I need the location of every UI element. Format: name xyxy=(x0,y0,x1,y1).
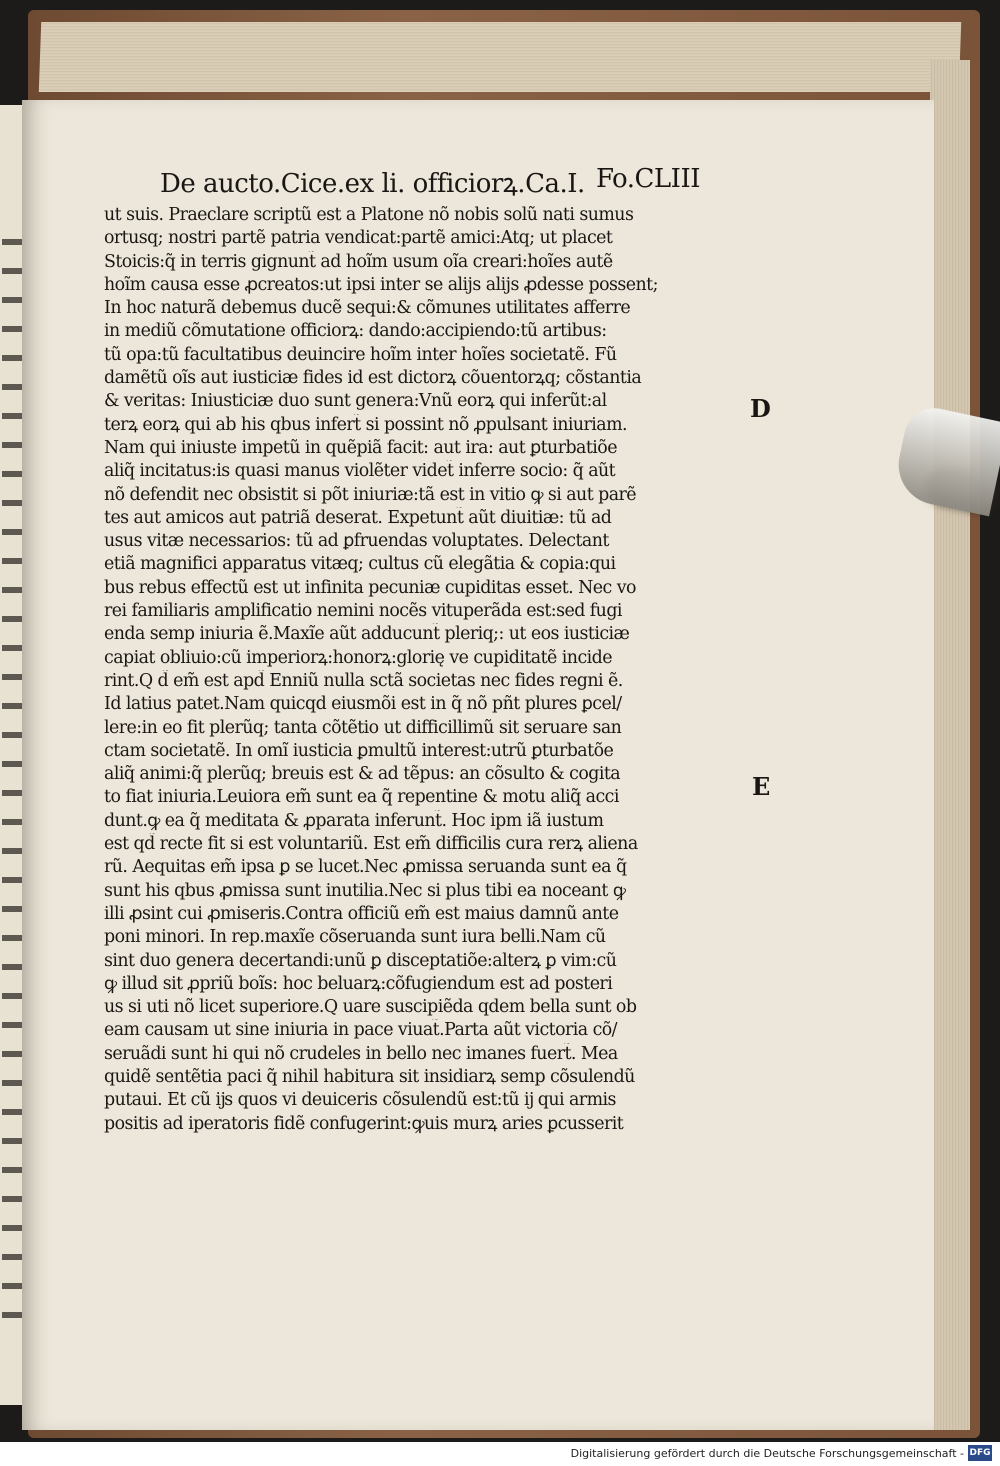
funding-credit: Digitalisierung gefördert durch die Deutsche Forschungsgemeinschaft - xyxy=(570,1447,964,1460)
text-line: tũ opa:tũ facultatibus deuincire hoĩm inter hoĩes societatẽ. Fũ xyxy=(104,344,617,365)
text-line: usus vitæ necessarios: tũ ad ꝑfruendas voluptates. Delectant xyxy=(104,531,609,552)
text-line: aliq̃ animi:q̃ plerũq; breuis est & ad tẽpus: an cõsulto & cogita xyxy=(104,764,621,785)
margin-letter-e: E xyxy=(752,772,771,801)
text-line: lere:in eo fit plerũq; tanta cõtẽtio ut difficillimũ sit seruare san xyxy=(104,717,622,738)
text-line: capiat obliuio:cũ imperiorꝝ:honorꝝ:glorię ve cupiditatẽ incide xyxy=(104,647,612,668)
text-line: enda semp iniuria ẽ.Maxĩe aũt adducunt̃ pleriq;: ut eos iusticiæ xyxy=(104,624,630,645)
margin-letter-d: D xyxy=(750,394,771,423)
text-line: & veritas: Iniusticiæ duo sunt genera:Vnũ eorꝝ qui inferũt:al xyxy=(104,391,607,412)
text-line: sint duo genera decertandi:unũ ꝑ disceptatiõe:alterꝝ ꝑ vim:cũ xyxy=(104,950,617,971)
text-line: terꝝ eorꝝ qui ab his qbus infert̃ si possint nõ ꝓpulsant iniuriam. xyxy=(104,414,628,435)
page-header xyxy=(160,164,700,200)
text-line: rũ. Aequitas em̃ ipsa ꝑ se lucet.Nec ꝓmissa seruanda sunt ea q̃ xyxy=(104,857,627,878)
text-line: hoĩm causa esse ꝓcreatos:ut ipsi inter se alijs alijs ꝓdesse possent; xyxy=(104,274,658,295)
text-line: ut suis. Praeclare scriptũ est a Platone nõ nobis solũ nati sumus xyxy=(104,205,634,225)
text-line: illi ꝓsint cui ꝓmiseris.Contra officiũ em̃ est maius damnũ ante xyxy=(104,903,619,924)
text-line: to fiat iniuria.Leuiora em̃ sunt ea q̃ repentine & motu aliq̃ acci xyxy=(104,787,619,808)
text-line: rei familiaris amplificatio nemini nocẽs vituperãda est:sed fugi xyxy=(104,601,622,622)
page-edges-right xyxy=(930,60,970,1430)
text-line: putaui. Et cũ ĳs quos vi deuiceris cõsulendũ est:tũ ĳ qui armis xyxy=(104,1090,616,1111)
text-line: aliq̃ incitatus:is quasi manus violẽter videt̃ inferre socio: q̃ aũt xyxy=(104,461,616,482)
text-line: etiã magnifici apparatus vitæq; cultus cũ elegãtia & copia:qui xyxy=(104,554,616,575)
page-edges-top xyxy=(39,22,961,92)
text-line: tes aut amicos aut patriã deserat. Expetunt̃ aũt diuitiæ: tũ ad xyxy=(104,507,612,528)
text-line: in mediũ cõmutatione officiorꝝ: dando:accipiendo:tũ artibus: xyxy=(104,321,607,342)
text-line: positis ad iperatoris fidẽ confugerint:ꝙuis murꝝ aries ꝑcusserit xyxy=(104,1113,624,1134)
text-line: us si uti nõ licet superiore.Q uare suscipiẽda qdem bella sunt ob xyxy=(104,997,637,1018)
text-line: poni minori. In rep.maxĩe cõseruanda sunt iura belli.Nam cũ xyxy=(104,927,606,948)
folio-number: Fo.CLIII xyxy=(595,164,700,194)
text-line: dunt.ꝙ ea q̃ meditata & ꝓparata inferunt̃. Hoc ipm iã iustum xyxy=(104,810,604,831)
text-line: quidẽ sentẽtia paci q̃ nihil habitura sit insidiarꝝ semp cõsulendũ xyxy=(104,1066,635,1087)
text-line: Nam qui iniuste impetũ in quẽpiã facit: aut ira: aut ꝑturbatiõe xyxy=(104,437,617,458)
text-line: nõ defendit nec obsistit si põt iniuriæ:tã est in vitio ꝙ si aut parẽ xyxy=(104,484,637,505)
footer-bar xyxy=(0,1442,1000,1466)
dfg-logo: DFG xyxy=(968,1445,992,1461)
text-line: In hoc naturã debemus ducẽ sequi:& cõmunes utilitates afferre xyxy=(104,298,631,319)
text-line: seruãdi sunt hi qui nõ crudeles in bello nec imanes fuert̃. Mea xyxy=(104,1043,618,1064)
text-line: bus rebus effectũ est ut infinita pecuniæ cupiditas esset. Nec vo xyxy=(104,577,636,598)
text-line: Id latius patet.Nam quicqd eiusmõi est in q̃ nõ pñt plures ꝑcel/ xyxy=(104,694,622,715)
text-line: damẽtũ oĩs aut iusticiæ fides id est dictorꝝ cõuentorꝝq; cõstantia xyxy=(104,368,642,389)
text-line: eam causam ut sine iniuria in pace viuat̃.Parta aũt victoria cõ/ xyxy=(104,1020,617,1041)
text-line: rint.Q d̃ em̃ est apd̃ Enniũ nulla sctã societas nec fides regni ẽ. xyxy=(104,670,623,691)
text-line: ꝙ illud sit ꝓpriũ boĩs: hoc beluarꝝ:cõfugiendum est ad posteri xyxy=(104,973,613,994)
body-text xyxy=(104,204,704,1136)
text-line: ortusq; nostri partẽ patria vendicat:partẽ amici:Atq; ut placet xyxy=(104,228,613,249)
text-line: ctam societatẽ. In omĩ iusticia ꝑmultũ interest:utrũ ꝑturbatõe xyxy=(104,740,614,761)
running-title: De aucto.Cice.ex li. officiorꝝ.Ca.I. xyxy=(160,169,585,199)
text-line: Stoicis:q̃ in terris gignunt̃ ad hoĩm usum oĩa creari:hoĩes autẽ xyxy=(104,251,613,272)
text-line: sunt his qbus ꝓmissa sunt inutilia.Nec si plus tibi ea noceant ꝙ xyxy=(104,880,626,901)
text-line: est qd̃ recte fit si est voluntariũ. Est em̃ difficilis cura rerꝝ aliena xyxy=(104,834,638,855)
